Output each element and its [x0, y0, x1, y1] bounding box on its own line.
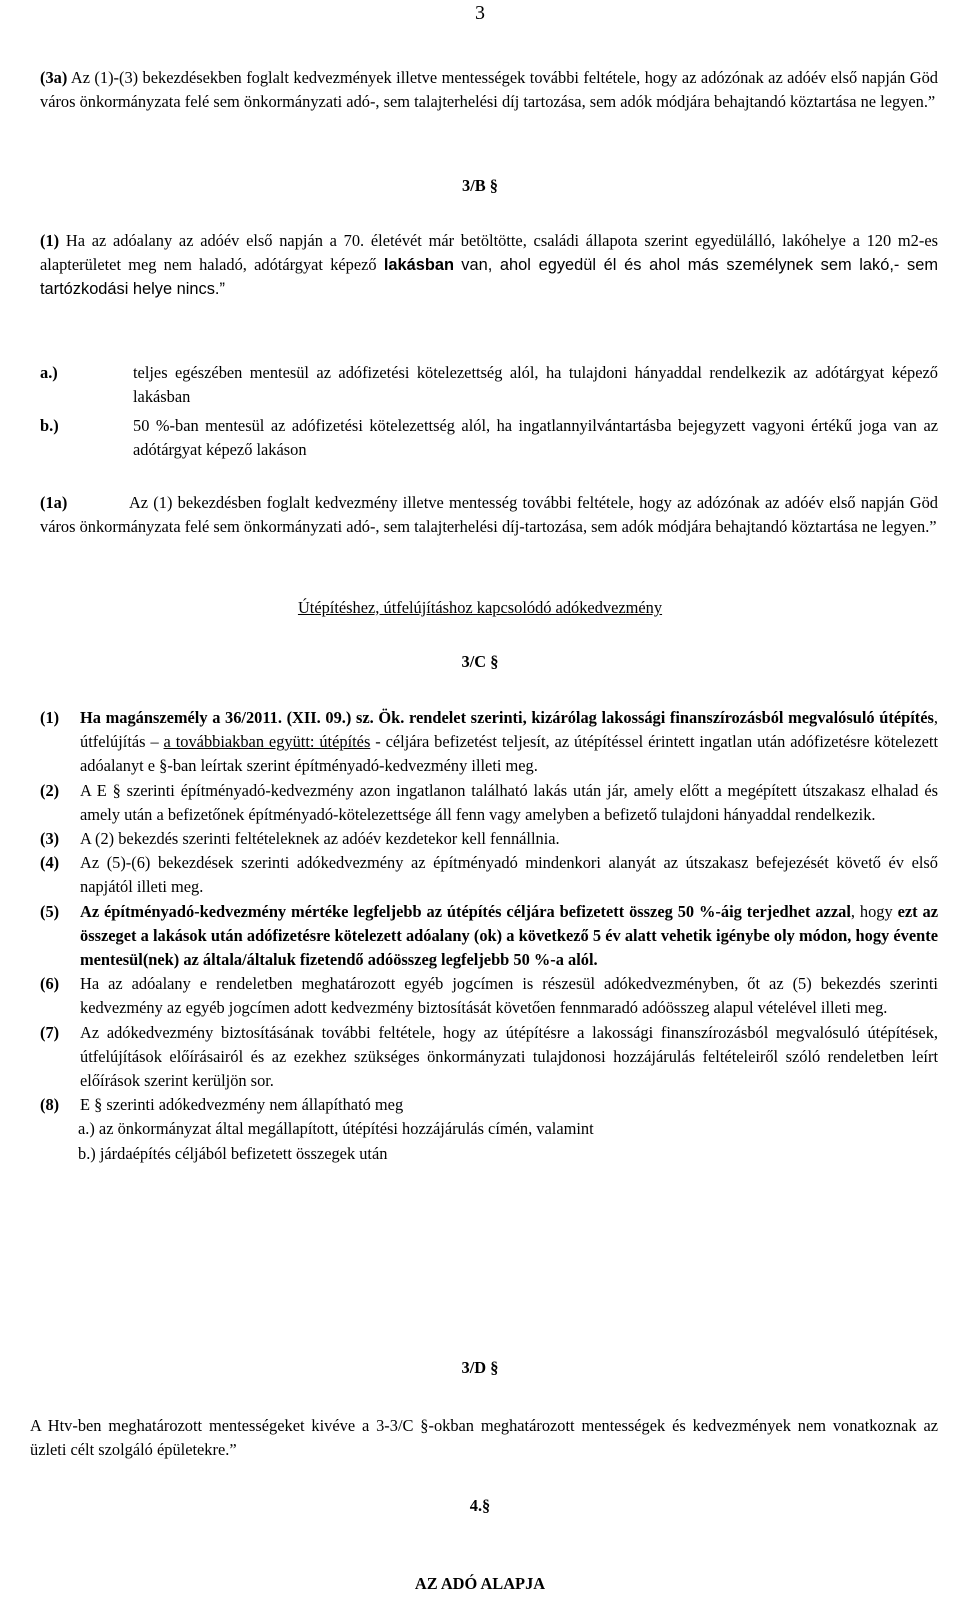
heading-3c: 3/C §	[461, 652, 499, 671]
paragraph-text: Ha az adóalany az adóév első napján a 70. életévét már betöltötte, családi állapota szerint egyedülálló, lakóhelye a 120 m2-es alapterületet meg nem haladó, adótárgyat képező	[40, 231, 938, 275]
item-number: (6)	[40, 974, 60, 994]
section-title: Útépítéshez, útfelújításhoz kapcsolódó adókedvezmény	[297, 598, 663, 617]
list-item	[40, 827, 938, 851]
item-label: a.)	[40, 363, 58, 382]
item-text: Az (5)-(6) bekezdések szerinti adókedvezmény az építményadó mindenkori alanyát az útszakasz befejezését követő év első napjától illeti meg.	[80, 853, 938, 897]
text: - céljára befizetést teljesít, az útépítéssel érintett ingatlan után adófizetésre kötelezett adóalanyt e §-ban leírtak szerint építményadó-kedvezmény illeti meg.	[80, 732, 938, 776]
item-number: (4)	[40, 853, 60, 873]
heading-3b: 3/B §	[462, 176, 498, 195]
list-item-b	[40, 414, 938, 462]
paragraph-text: Az (1) bekezdésben foglalt kedvezmény illetve mentesség további feltétele, hogy az adózónak az adóév első napján Göd város önkormányzata felé sem önkormányzati adó-, sem talajterhelési díj-tartozása, sem adók módjára behajtandó köztartása ne legyen.”	[40, 493, 938, 537]
list-item	[40, 900, 938, 973]
item-text: Ha az adóalany e rendeletben meghatározott egyéb jogcímen is részesül adókedvezményben, őt az (5) bekezdés szerinti kedvezmény az egyéb jogcímen adott kedvezmény biztosítását követően fennmaradó adóösszeg alapul vételével illeti meg.	[80, 974, 938, 1018]
list-item	[40, 972, 938, 1020]
item-number: (5)	[40, 901, 60, 921]
heading-ado-alapja: AZ ADÓ ALAPJA	[414, 1574, 546, 1593]
paragraph-3a	[40, 66, 938, 114]
list-item	[40, 1021, 938, 1094]
item-text	[80, 900, 938, 973]
item-number: (8)	[40, 1095, 60, 1115]
sub-item-a: a.) az önkormányzat által megállapított, útépítési hozzájárulás címén, valamint	[78, 1119, 594, 1139]
item-text: teljes egészében mentesül az adófizetési kötelezettség alól, ha tulajdoni hányaddal rendelkezik az adótárgyat képező lakásban	[133, 363, 938, 407]
item-text: A (2) bekezdés szerinti feltételeknek az adóév kezdetekor kell fennállnia.	[80, 829, 560, 849]
item-text: 50 %-ban mentesül az adófizetési kötelezettség alól, ha ingatlannyilvántartásba bejegyzett vagyoni értékű joga van az adótárgyat képező lakáson	[133, 416, 938, 460]
underlined-text: a továbbiakban együtt: útépítés	[163, 732, 371, 752]
paragraph-number: (1)	[40, 231, 60, 250]
list-item	[40, 851, 938, 899]
text: , útfelújítás –	[80, 708, 938, 752]
item-number: (1)	[40, 708, 60, 727]
paragraph-1a	[40, 491, 938, 539]
bold-text: Az építményadó-kedvezmény mértéke legfeljebb az útépítés céljára befizetett összeg 50 %-áig terjedhet azzal	[80, 901, 851, 921]
item-number: (2)	[40, 780, 60, 800]
sub-item-b: b.) járdaépítés céljából befizetett összegek után	[78, 1143, 388, 1163]
section-3c-body	[40, 706, 938, 1166]
heading-4: 4.§	[469, 1496, 491, 1515]
item-text: A E § szerinti építményadó-kedvezmény azon ingatlanon található lakás után jár, amely előtt a megépített útszakasz elhalad és amely után a befizetőnek építményadó-kötelezettsége áll fenn vagy amelyben a befizető tulajdoni hányaddal rendelkezik.	[80, 780, 938, 824]
list-item-a	[40, 361, 938, 409]
item-label: b.)	[40, 416, 59, 435]
paragraph-text: Az (1)-(3) bekezdésekben foglalt kedvezmények illetve mentességek további feltétele, hogy az adózónak az adóév első napján Göd város önkormányzata felé sem önkormányzati adó-, sem talajterhelési díj tartozása, sem adók módjára behajtandó köztartása ne legyen.”	[40, 68, 938, 112]
paragraph-3b-1	[40, 229, 938, 302]
bold-text: Ha magánszemély a 36/2011. (XII. 09.) sz. Ök. rendelet szerinti, kizárólag lakossági finanszírozásból megvalósuló útépítés	[80, 708, 934, 727]
bold-text: ezt az összeget a lakások után adófizetésre kötelezett adóalany (ok) a következő 5 év alatt vehetik igénybe oly módon, hogy évente mentesül(nek) az általa/általuk fizetendő adóösszeg legfeljebb 50 %-a alól.	[80, 901, 939, 970]
item-number: (3)	[40, 829, 60, 849]
bold-word: lakásban	[383, 256, 455, 275]
item-text: Az adókedvezmény biztosításának további feltétele, hogy az útépítésre a lakossági finanszírozásból megvalósuló útépítések, útfelújítások előírásairól és az ezekhez szükséges önkormányzati tulajdonosi hozzájárulás feltételeiről szóló rendeletben leírt előírások szerint kerüljön sor.	[80, 1022, 938, 1091]
paragraph-number: (3a)	[40, 68, 68, 87]
text: , hogy	[850, 901, 898, 921]
paragraph-3d: A Htv-ben meghatározott mentességeket kivéve a 3-3/C §-okban meghatározott mentességek és kedvezmények nem vonatkoznak az üzleti célt szolgáló épületekre.”	[30, 1416, 938, 1460]
list-item	[40, 1093, 938, 1117]
heading-3d: 3/D §	[461, 1358, 499, 1377]
list-item	[40, 779, 938, 827]
item-number: (7)	[40, 1022, 60, 1042]
paragraph-text: van, ahol egyedül él és ahol más személynek sem lakó,- sem tartózkodási helye nincs.”	[40, 256, 938, 299]
list-item	[40, 706, 938, 779]
page-number: 3	[475, 2, 485, 24]
paragraph-number: (1a)	[40, 493, 68, 512]
item-text	[80, 706, 938, 779]
item-text: E § szerinti adókedvezmény nem állapítható meg	[80, 1095, 404, 1115]
